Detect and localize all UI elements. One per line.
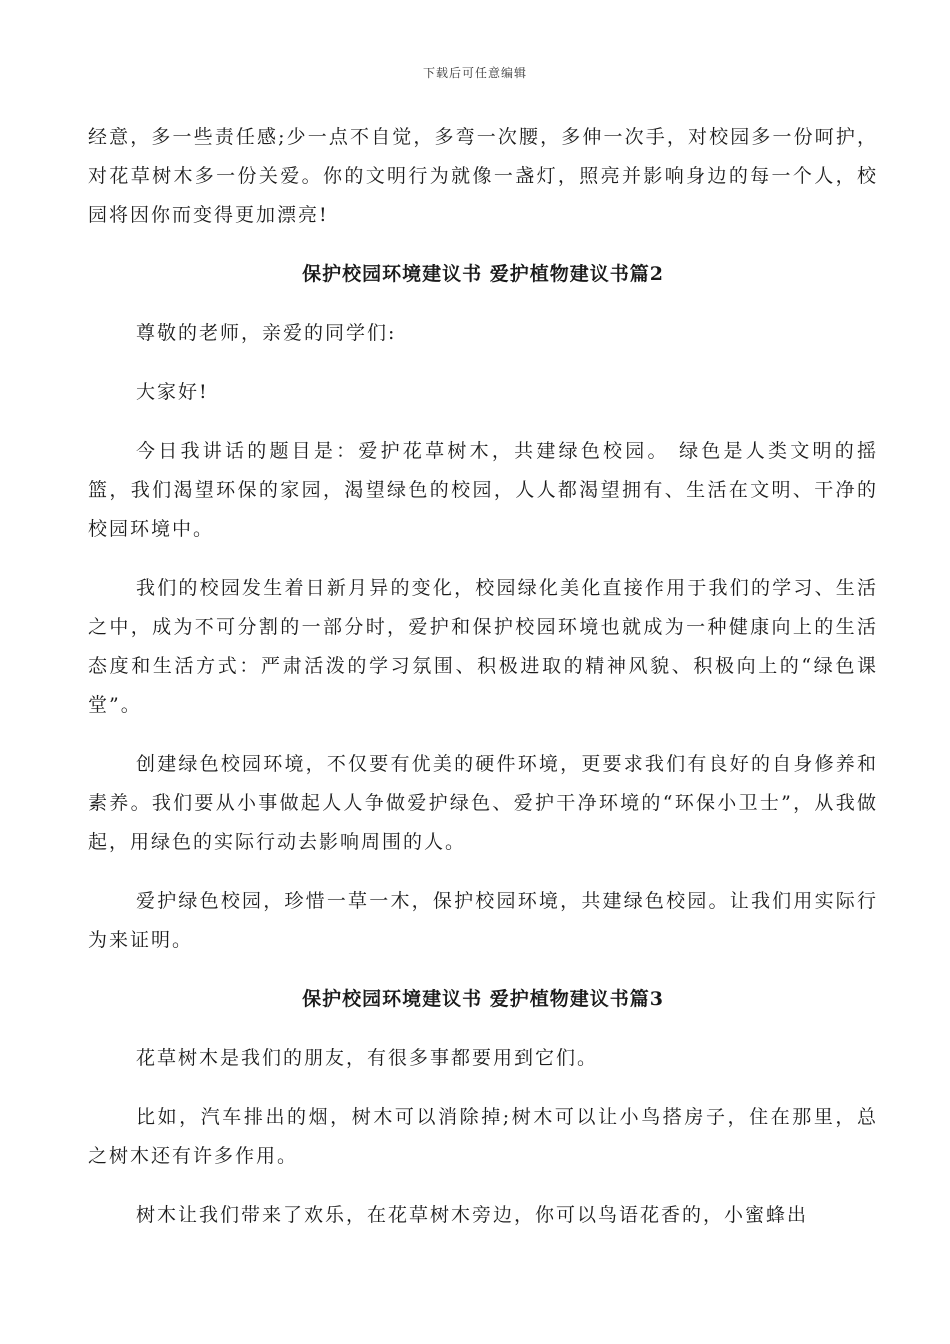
page-header-note: 下载后可任意编辑 xyxy=(422,66,527,80)
paragraph-salutation: 尊敬的老师，亲爱的同学们: xyxy=(136,322,397,344)
paragraph-campus-change: 我们的校园发生着日新月异的变化，校园绿化美化直接作用于我们的学习、生活之中，成为不可分割的一部分时，爱护和保护校园环境也就成为一种健康向上的生活态度和生活方式：严肃活泼的学习氛围、积极进取的精神风貌、积极向上的“绿色课堂”。 xyxy=(88,577,878,716)
paragraph-trees-friends: 花草树木是我们的朋友，有很多事都要用到它们。 xyxy=(136,1047,599,1069)
paragraph-topic: 今日我讲话的题目是：爱护花草树木，共建绿色校园。 绿色是人类文明的摇篮，我们渴望环保的家园，渴望绿色的校园，人人都渴望拥有、生活在文明、干净的校园环境中。 xyxy=(88,440,878,540)
section-heading-2: 保护校园环境建议书 爱护植物建议书篇2 xyxy=(302,263,664,285)
paragraph-trees-joy: 树木让我们带来了欢乐，在花草树木旁边，你可以鸟语花香的，小蜜蜂出 xyxy=(136,1204,809,1226)
document-body xyxy=(88,118,878,1255)
section-heading-3: 保护校园环境建议书 爱护植物建议书篇3 xyxy=(302,988,664,1010)
paragraph-trees-uses: 比如，汽车排出的烟，树木可以消除掉;树木可以让小鸟搭房子，住在那里，总之树木还有许多作用。 xyxy=(88,1106,878,1167)
paragraph-conclusion: 爱护绿色校园，珍惜一草一木，保护校园环境，共建绿色校园。让我们用实际行为来证明。 xyxy=(88,890,878,951)
paragraph-greeting: 大家好! xyxy=(136,381,209,403)
paragraph-green-campus: 创建绿色校园环境，不仅要有优美的硬件环境，更要求我们有良好的自身修养和素养。我们要从小事做起人人争做爱护绿色、爱护干净环境的“环保小卫士”，从我做起，用绿色的实际行动去影响周围的人。 xyxy=(88,753,878,853)
paragraph-continuation: 经意，多一些责任感;少一点不自觉，多弯一次腰，多伸一次手，对校园多一份呵护，对花草树木多一份关爱。你的文明行为就像一盏灯，照亮并影响身边的每一个人，校园将因你而变得更加漂亮! xyxy=(88,126,878,226)
